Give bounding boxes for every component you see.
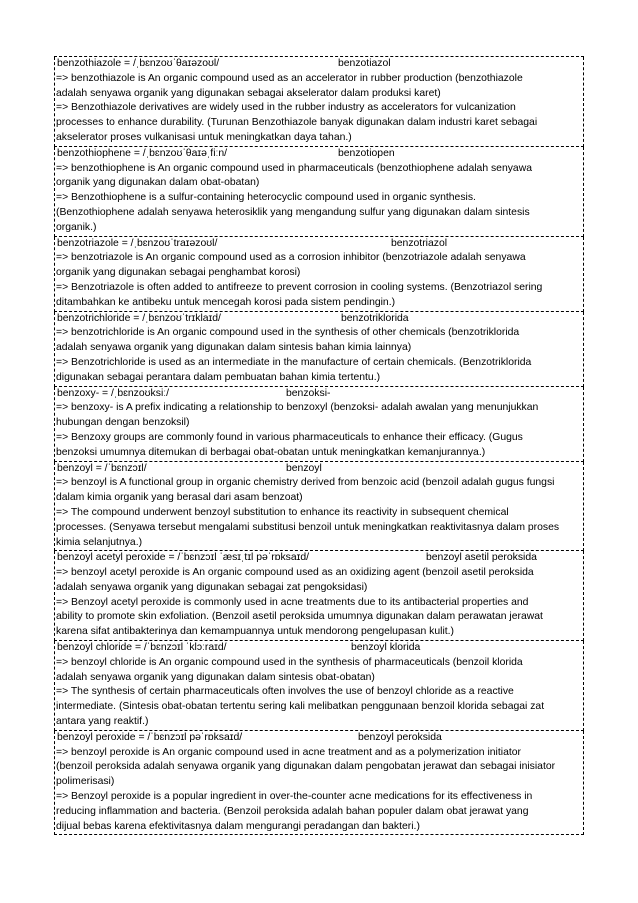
- entry-text-line: => benzoyl acetyl peroxide is An organic compound used as an oxidizing agent (benzoil asetil peroksida: [56, 567, 534, 579]
- dictionary-entry: [54, 641, 584, 731]
- entry-text-line: adalah senyawa organik yang digunakan dalam sintesis obat-obatan): [56, 671, 375, 683]
- entry-text-line: => benzoyl is A functional group in organic chemistry derived from benzoic acid (benzoil adalah gugus fungsi: [56, 477, 555, 489]
- entry-text-line: benzoksi umumnya ditemukan di berbagai obat-obatan untuk meningkatkan kemanjurannya.): [56, 446, 486, 458]
- entry-text-line: => benzotriazole is An organic compound used as a corrosion inhibitor (benzotriazole adalah senyawa: [56, 252, 526, 264]
- entry-text-line: => Benzoxy groups are commonly found in various pharmaceuticals to enhance their efficacy. (Gugus: [56, 431, 523, 443]
- entry-header: [56, 551, 583, 566]
- entry-text-line: organik yang digunakan dalam obat-obatan): [56, 177, 260, 189]
- entry-term: benzothiazole = /ˌbɛnzoʊˈθaɪəzoʊl/: [57, 58, 220, 69]
- entry-text-line: => Benzotriazole is often added to antifreeze to prevent corrosion in cooling systems. (Benzotriazol sering: [56, 281, 543, 293]
- entry-text-line: intermediate. (Sintesis obat-obatan tertentu sering kali melibatkan penggunaan benzoil klorida sebagai zat: [56, 701, 545, 713]
- entry-translation: benzotiopen: [338, 147, 395, 159]
- entry-text-line: => benzothiazole is An organic compound used as an accelerator in rubber production (benzothiazole: [56, 72, 523, 84]
- entry-translation: benzotriklorida: [341, 312, 409, 324]
- entry-header: [56, 731, 583, 746]
- entry-text-line: => benzoyl chloride is An organic compound used in the synthesis of pharmaceuticals (benzoil klorida: [56, 656, 523, 668]
- entry-header: [56, 462, 583, 477]
- dictionary-entry: [54, 312, 584, 387]
- dictionary-entry: [54, 147, 584, 237]
- entry-text-line: ditambahkan ke antibeku untuk mencegah korosi pada sistem pendingin.): [56, 296, 396, 308]
- entry-header: [56, 147, 583, 162]
- entry-text-line: karena sifat antibakterinya dan kemampuannya untuk mendorong pengelupasan kulit.): [56, 626, 454, 638]
- entry-text-line: (Benzothiophene adalah senyawa heterosiklik yang mengandung sulfur yang digunakan dalam sintesis: [56, 206, 530, 218]
- entry-text-line: processes. (Senyawa tersebut mengalami substitusi benzoil untuk meningkatkan reaktivitasnya dalam proses: [56, 521, 560, 533]
- dictionary-entry: [54, 57, 584, 147]
- entry-text-line: ability to promote skin exfoliation. (Benzoil asetil peroksida umumnya digunakan dalam perawatan jerawat: [56, 611, 543, 623]
- dictionary-entry: [54, 237, 584, 312]
- entry-term: benzotrichloride = /ˌbɛnzoʊˈtrɪklaɪd/: [57, 312, 221, 324]
- entry-translation: benzoyl klorida: [351, 642, 421, 654]
- entry-translation: benzoyl asetil peroksida: [426, 552, 537, 564]
- entry-text-line: => Benzoyl acetyl peroxide is commonly used in acne treatments due to its antibacterial properties and: [56, 596, 529, 608]
- entry-term: benzoyl acetyl peroxide = /ˈbɛnzɔɪl ˈæsɪˌtɪl pəˈrɒksaɪd/: [57, 552, 310, 564]
- dictionary-entry: [54, 551, 584, 641]
- entry-text-line: akselerator proses vulkanisasi untuk meningkatkan daya tahan.): [56, 131, 352, 143]
- entry-text-line: organik yang digunakan sebagai penghambat korosi): [56, 267, 301, 279]
- entry-text-line: processes to enhance durability. (Turunan Benzothiazole banyak digunakan dalam industri karet sebagai: [56, 117, 538, 129]
- entry-translation: benzoyl peroksida: [358, 731, 442, 743]
- entry-text-line: kimia selanjutnya.): [56, 536, 143, 548]
- entry-translation: benzoksi-: [286, 387, 331, 399]
- entry-text-line: => benzoyl peroxide is An organic compound used in acne treatment and as a polymerization initiator: [56, 746, 521, 758]
- entry-text-line: (benzoil peroksida adalah senyawa organik yang digunakan dalam pengobatan jerawat dan sebagai inisiator: [56, 761, 556, 773]
- entry-text-line: hubungan dengan benzoksil): [56, 417, 190, 429]
- entry-text-line: => Benzotrichloride is used as an intermediate in the manufacture of certain chemicals. (Benzotriklorida: [56, 356, 532, 368]
- entry-text-line: => Benzothiazole derivatives are widely used in the rubber industry as accelerators for vulcanization: [56, 102, 516, 114]
- entry-header: [56, 57, 583, 72]
- entry-text-line: => benzotrichloride is An organic compound used in the synthesis of other chemicals (benzotriklorida: [56, 327, 520, 339]
- entry-text-line: => Benzothiophene is a sulfur-containing heterocyclic compound used in organic synthesis.: [56, 192, 476, 204]
- entry-term: benzothiophene = /ˌbɛnzoʊˈθaɪəˌfiːn/: [57, 147, 228, 159]
- entry-text-line: organik.): [56, 221, 97, 233]
- entry-header: [56, 641, 583, 656]
- entry-header: [56, 387, 583, 402]
- entry-text-line: digunakan sebagai perantara dalam pembuatan bahan kimia tertentu.): [56, 371, 381, 383]
- entry-text-line: => The synthesis of certain pharmaceuticals often involves the use of benzoyl chloride as a reactive: [56, 686, 514, 698]
- entry-text-line: dalam kimia organik yang berasal dari asam benzoat): [56, 492, 303, 504]
- entry-text-line: reducing inflammation and bacteria. (Benzoil peroksida adalah bahan populer dalam obat jerawat yang: [56, 805, 529, 817]
- entry-translation: benzotriazol: [391, 237, 448, 249]
- entry-term: benzoyl peroxide = /ˈbɛnzɔɪl pəˈrɒksaɪd/: [57, 731, 243, 743]
- entry-text-line: polimerisasi): [56, 776, 115, 788]
- entry-translation: benzotiazol: [338, 58, 391, 69]
- entry-text-line: dijual bebas karena efektivitasnya dalam mengurangi peradangan dan bakteri.): [56, 820, 420, 832]
- entry-term: benzoyl = /ˈbɛnzɔɪl/: [57, 462, 147, 474]
- entry-translation: benzoyl: [286, 462, 322, 474]
- entry-text-line: antara yang reaktif.): [56, 716, 149, 728]
- entry-text-line: => The compound underwent benzoyl substitution to enhance its reactivity in subsequent chemical: [56, 506, 509, 518]
- entry-term: benzoxy- = /ˌbɛnzoʊksiː/: [57, 387, 170, 399]
- dictionary-entry: [54, 387, 584, 462]
- entry-text-line: => Benzoyl peroxide is a popular ingredient in over-the-counter acne medications for its effectiveness in: [56, 791, 533, 803]
- entry-text-line: => benzoxy- is A prefix indicating a relationship to benzoxyl (benzoksi- adalah awalan yang menunjukkan: [56, 402, 539, 414]
- dictionary-entry: [54, 731, 584, 836]
- dictionary-document: [54, 56, 584, 835]
- dictionary-entry: [54, 462, 584, 552]
- entry-text-line: adalah senyawa organik yang digunakan sebagai akselerator dalam produksi karet): [56, 87, 441, 99]
- entry-text-line: => benzothiophene is An organic compound used in pharmaceuticals (benzothiophene adalah senyawa: [56, 162, 532, 174]
- entry-term: benzoyl chloride = /ˈbɛnzɔɪl ˈklɔːraɪd/: [57, 642, 227, 654]
- entry-header: [56, 312, 583, 327]
- entry-text-line: adalah senyawa organik yang digunakan sebagai zat pengoksidasi): [56, 581, 368, 593]
- entry-term: benzotriazole = /ˌbɛnzoʊˈtraɪəzoʊl/: [57, 237, 218, 249]
- entry-header: [56, 237, 583, 252]
- entry-text-line: adalah senyawa organik yang digunakan dalam sintesis bahan kimia lainnya): [56, 342, 412, 354]
